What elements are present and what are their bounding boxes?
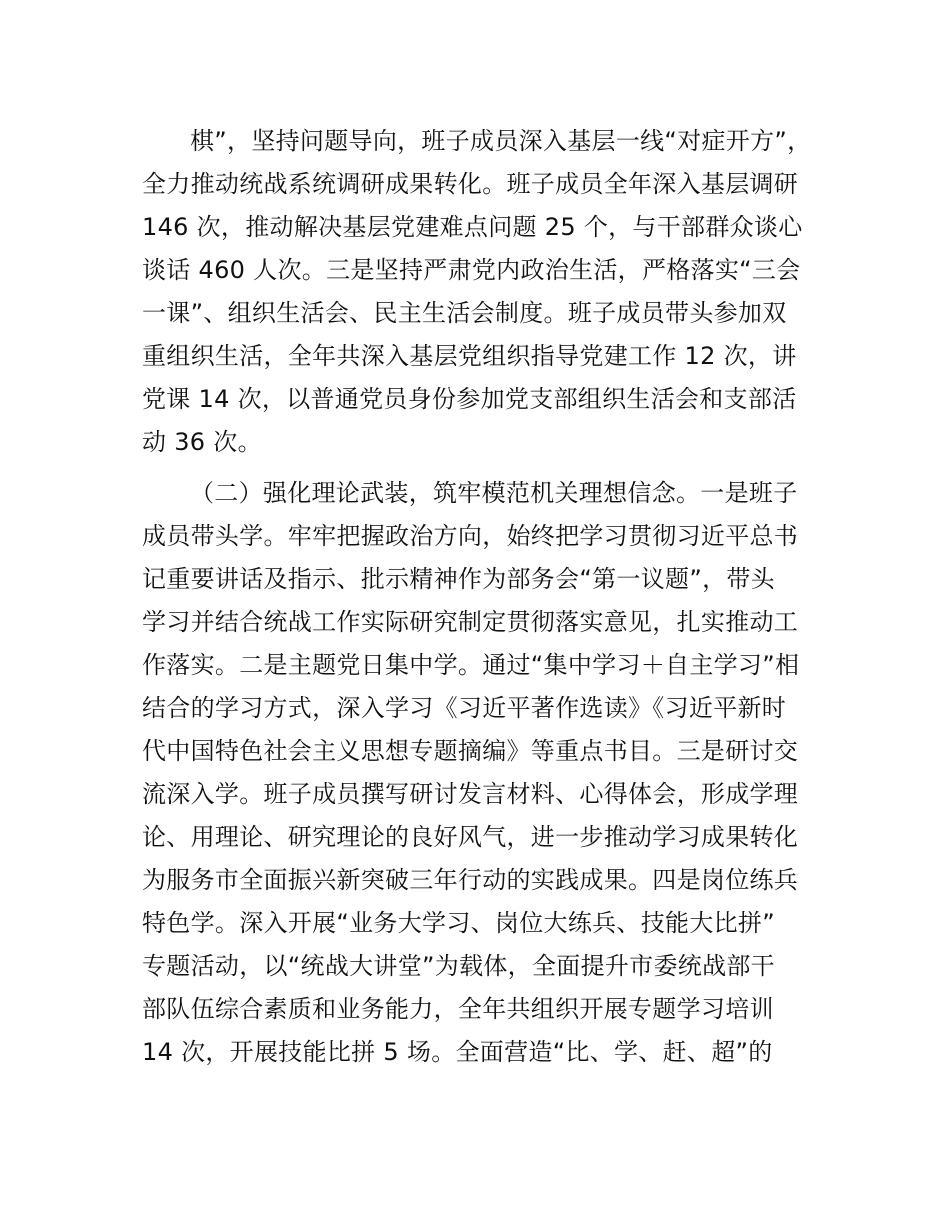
paragraph-line: 为服务市全面振兴新突破三年行动的实践成果。四是岗位练兵: [142, 866, 799, 894]
paragraph-line: 成员带头学。牢牢把握政治方向，始终把学习贯彻习近平总书: [142, 522, 799, 550]
paragraph-line: 流深入学。班子成员撰写研讨发言材料、心得体会，形成学理: [142, 780, 799, 808]
paragraph-line: 作落实。二是主题党日集中学。通过“集中学习＋自主学习”相: [142, 651, 800, 679]
paragraph-line: 结合的学习方式，深入学习《习近平著作选读》《习近平新时: [142, 694, 787, 722]
section-heading-line: （二）强化理论武装，筑牢模范机关理想信念。一是班子: [190, 479, 798, 507]
paragraph-line: 专题活动，以“统战大讲堂”为载体，全面提升市委统战部干: [142, 952, 775, 980]
paragraph-line: 谈话 460 人次。三是坚持严肃党内政治生活，严格落实“三会: [142, 256, 801, 284]
paragraph-line: 重组织生活，全年共深入基层党组织指导党建工作 12 次，讲: [142, 342, 797, 370]
paragraph-line: 党课 14 次，以普通党员身份参加党支部组织生活会和支部活: [142, 385, 797, 413]
paragraph-line: 146 次，推动解决基层党建难点问题 25 个，与干部群众谈心: [142, 213, 803, 241]
paragraph-line: 棋”，坚持问题导向，班子成员深入基层一线“对症开方”，: [190, 127, 812, 155]
paragraph-line: 记重要讲话及指示、批示精神作为部务会“第一议题”，带头: [142, 565, 775, 593]
paragraph-line: 论、用理论、研究理论的良好风气，进一步推动学习成果转化: [142, 823, 799, 851]
paragraph-line: 学习并结合统战工作实际研究制定贯彻落实意见，扎实推动工: [142, 608, 799, 636]
paragraph-line: 14 次，开展技能比拼 5 场。全面营造“比、学、赶、超”的: [142, 1038, 773, 1066]
paragraph-line: 代中国特色社会主义思想专题摘编》等重点书目。三是研讨交: [142, 737, 799, 765]
paragraph-line: 部队伍综合素质和业务能力，全年共组织开展专题学习培训: [142, 995, 774, 1023]
paragraph-line: 全力推动统战系统调研成果转化。班子成员全年深入基层调研: [142, 170, 799, 198]
paragraph-line: 特色学。深入开展“业务大学习、岗位大练兵、技能大比拼”: [142, 909, 775, 937]
paragraph-line: 一课”、组织生活会、民主生活会制度。班子成员带头参加双: [142, 299, 787, 327]
paragraph-line: 动 36 次。: [142, 428, 262, 456]
